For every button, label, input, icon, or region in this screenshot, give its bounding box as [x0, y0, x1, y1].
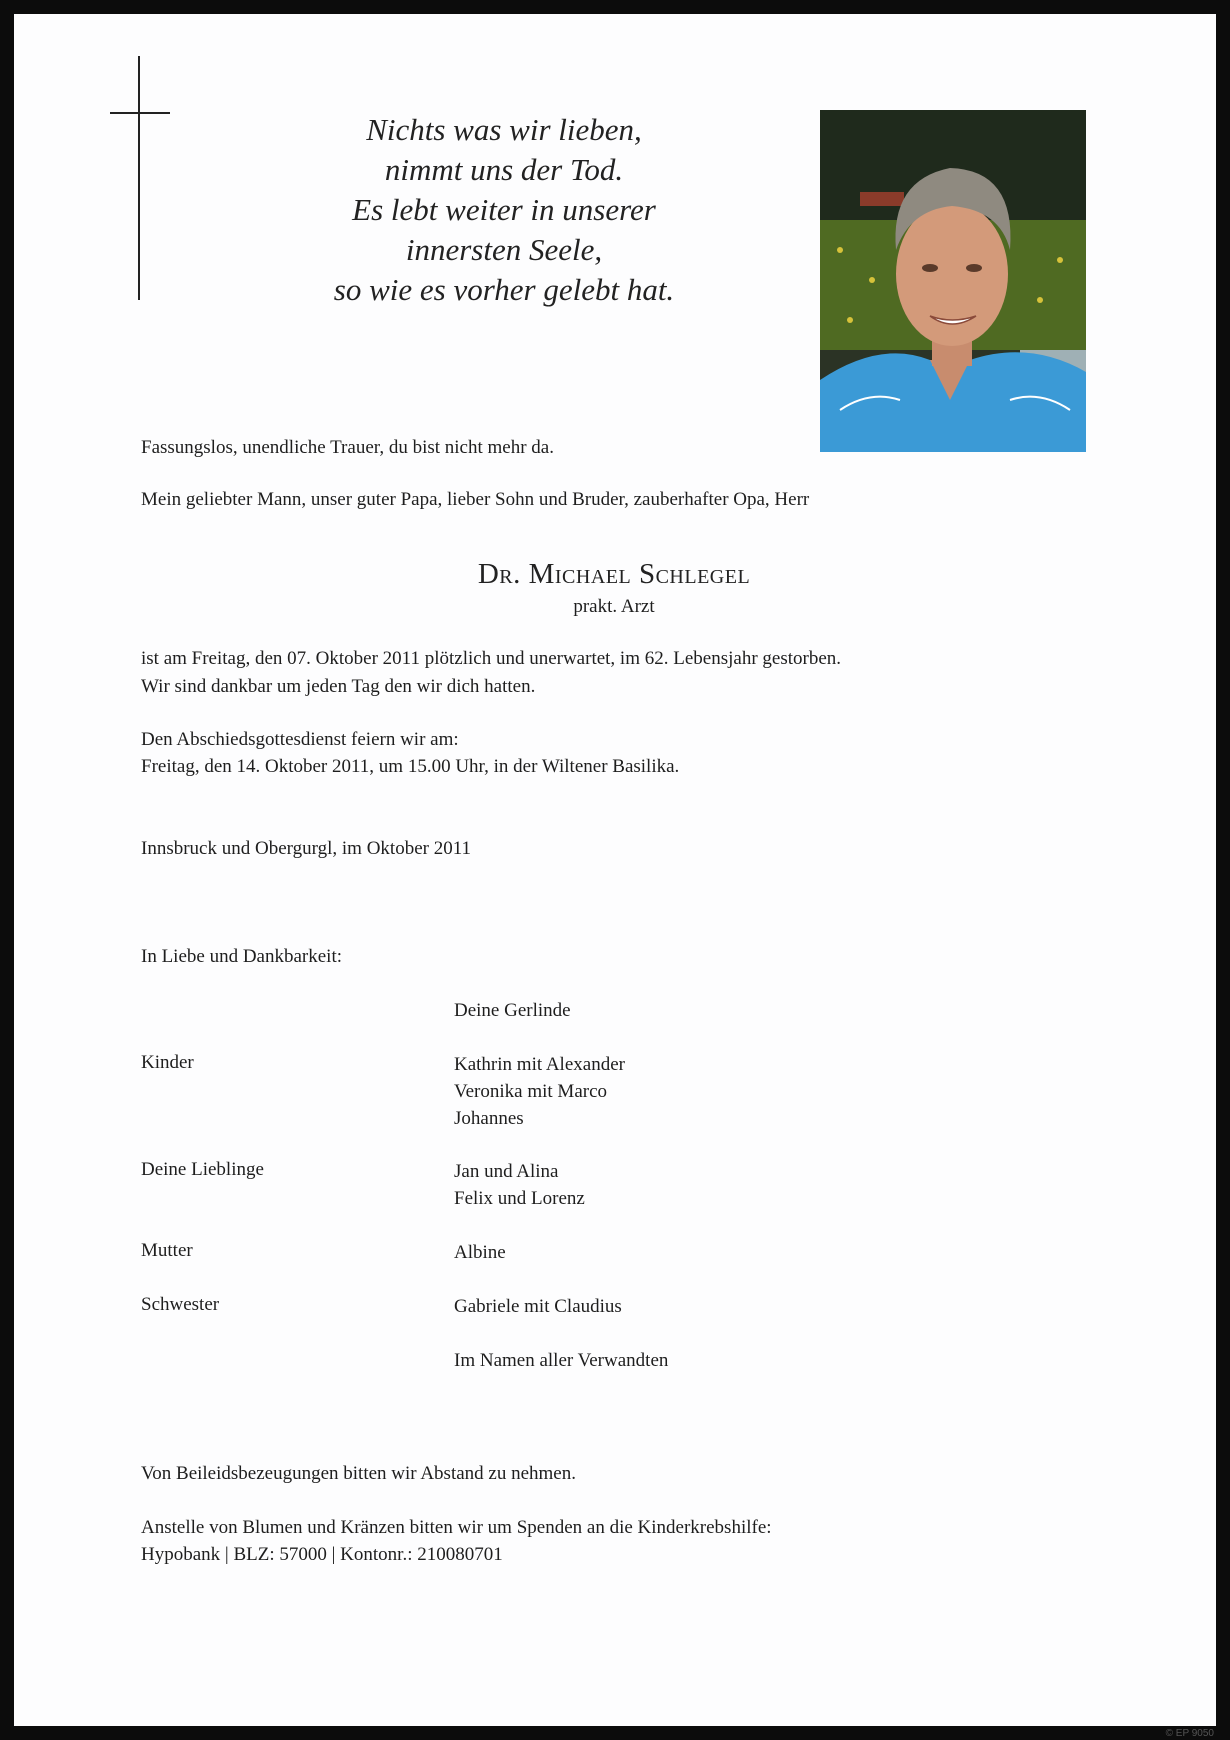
cross-icon — [138, 56, 140, 300]
motto-line: so wie es vorher gelebt hat. — [333, 272, 675, 307]
motto-line: Nichts was wir lieben, — [366, 112, 642, 147]
obituary-card — [14, 14, 1216, 1726]
condolence-request: Von Beileidsbezeugungen bitten wir Abstand zu nehmen. — [141, 1463, 576, 1484]
death-notice-line: ist am Freitag, den 07. Oktober 2011 plötzlich und unerwartet, im 62. Lebensjahr gestorben. — [141, 648, 842, 669]
intro-line: Fassungslos, unendliche Trauer, du bist nicht mehr da. — [141, 437, 554, 458]
service-line: Freitag, den 14. Oktober 2011, um 15.00 Uhr, in der Wiltener Basilika. — [141, 756, 680, 777]
motto-line: innersten Seele, — [405, 232, 603, 267]
closing-line: Im Namen aller Verwandten — [454, 1350, 669, 1371]
relation-label: Deine Lieblinge — [141, 1159, 264, 1180]
mourner-name: Veronika mit Marco — [454, 1081, 608, 1102]
relation-label: Schwester — [141, 1294, 220, 1315]
service-line: Den Abschiedsgottesdienst feiern wir am: — [141, 729, 459, 750]
bank-details: Hypobank | BLZ: 57000 | Kontonr.: 210080701 — [141, 1544, 503, 1565]
footer-code: © EP 9050 — [1165, 1728, 1214, 1739]
relation-names — [454, 1051, 625, 1132]
mourner-name: Albine — [454, 1242, 506, 1263]
relation-label: Mutter — [141, 1240, 193, 1261]
mourner-name: Felix und Lorenz — [454, 1188, 585, 1209]
mourners-heading: In Liebe und Dankbarkeit: — [141, 946, 343, 967]
death-notice-line: Wir sind dankbar um jeden Tag den wir dich hatten. — [141, 676, 536, 697]
relation-names — [454, 1293, 622, 1320]
mourner-name: Jan und Alina — [454, 1161, 559, 1182]
place-date: Innsbruck und Obergurgl, im Oktober 2011 — [141, 838, 471, 859]
mourner-name: Kathrin mit Alexander — [454, 1054, 625, 1075]
motto-line: nimmt uns der Tod. — [384, 152, 624, 187]
relation-names — [454, 1158, 585, 1212]
motto-line: Es lebt weiter in unserer — [352, 192, 656, 227]
portrait-photo — [820, 110, 1086, 452]
cross-icon-bar — [110, 112, 170, 114]
motto-verse — [274, 110, 734, 310]
relation-names — [454, 1239, 506, 1266]
donation-request: Anstelle von Blumen und Kränzen bitten wir um Spenden an die Kinderkrebshilfe: — [141, 1517, 772, 1538]
spouse-name: Deine Gerlinde — [454, 1000, 571, 1021]
intro-line: Mein geliebter Mann, unser guter Papa, lieber Sohn und Bruder, zauberhafter Opa, Herr — [141, 489, 810, 510]
mourner-name: Gabriele mit Claudius — [454, 1296, 622, 1317]
deceased-name: Dr. Michael Schlegel — [477, 558, 751, 590]
mourner-name: Johannes — [454, 1108, 524, 1129]
relation-label: Kinder — [141, 1052, 194, 1073]
deceased-title: prakt. Arzt — [573, 596, 655, 617]
